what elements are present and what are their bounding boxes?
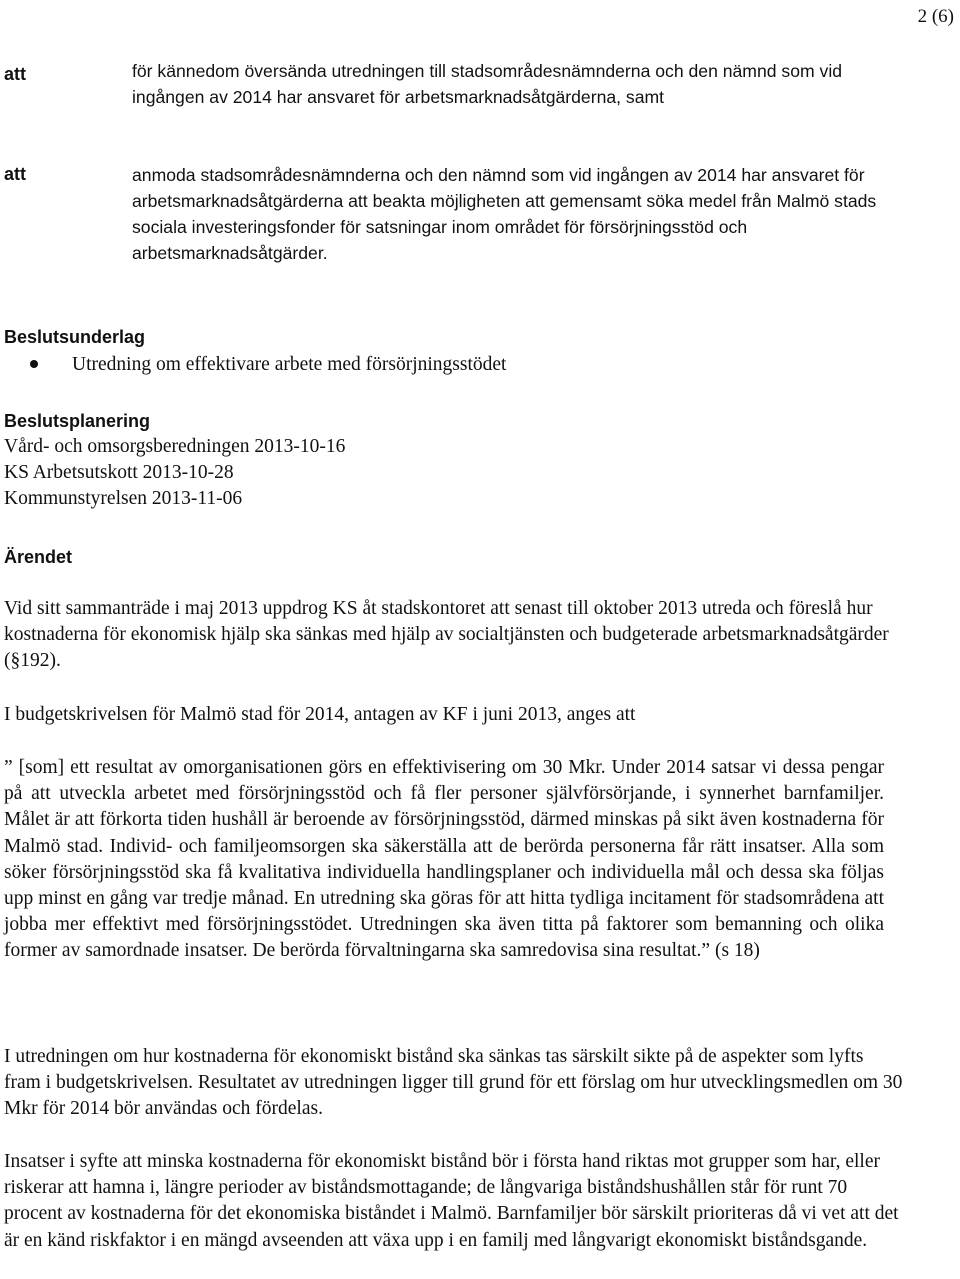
heading-beslutsplanering: Beslutsplanering	[4, 411, 151, 431]
page-number: 2 (6)	[917, 6, 954, 27]
decision-label: att	[4, 164, 26, 184]
budget-quote: ” [som] ett resultat av omorganisationen görs en effektivisering om 30 Mkr. Under 2014 satsar vi dessa pengar på att utveckla arbetet med försörjningsstöd och få fler personer självförsörjande, i synnerhet barnfamiljer. Målet är att förkorta tiden hushåll är beroende av försörjningsstöd, därmed minskas på sikt även kostnaderna för Malmö stad. Individ- och familjeomsorgen ska säkerställa att de berörda personerna får rätt insatser. Alla som söker försörjningsstöd ska få kvalitativa individuella handlingsplaner och individuella mål och dessa ska följas upp minst en gång var tredje månad. En utredning ska göras för att hitta tydliga incitament för stadsområdena att jobba mer effektivt med försörjningsstödet. Utredningen ska även titta på faktorer som bemanning och olika former av samordnade insatser. De berörda förvaltningarna ska samredovisa sina resultat.” (s 18)	[4, 757, 884, 962]
paragraph: Vid sitt sammanträde i maj 2013 uppdrog KS åt stadskontoret att senast till oktober 2013 utreda och föreslå hur kostnaderna för ekonomisk hjälp ska sänkas med hjälp av socialtjänsten och budgeterade arbetsmarknadsåtgärder (§192).	[4, 598, 889, 672]
decision-label: att	[4, 64, 26, 84]
planning-line: Kommunstyrelsen 2013-11-06	[4, 488, 243, 509]
list-item	[30, 354, 506, 376]
bullet-icon	[30, 360, 38, 368]
decision-text: för kännedom översända utredningen till stadsområdesnämnderna och den nämnd som vid ingången av 2014 har ansvaret för arbetsmarknadsåtgärderna, samt	[132, 61, 843, 107]
planning-line: KS Arbetsutskott 2013-10-28	[4, 462, 234, 483]
list-item-text: Utredning om effektivare arbete med försörjningsstödet	[72, 354, 507, 375]
decision-text: anmoda stadsområdesnämnderna och den nämnd som vid ingången av 2014 har ansvaret för arbetsmarknadsåtgärderna att beakta möjligheten att gemensamt söka medel från Malmö stads sociala investeringsfonder för satsningar inom området för försörjningsstöd och arbetsmarknadsåtgärder.	[132, 165, 877, 263]
planning-line: Vård- och omsorgsberedningen 2013-10-16	[4, 436, 346, 457]
paragraph: I budgetskrivelsen för Malmö stad för 2014, antagen av KF i juni 2013, anges att	[4, 704, 636, 725]
paragraph: Insatser i syfte att minska kostnaderna för ekonomiskt bistånd bör i första hand riktas mot grupper som har, eller riskerar att hamna i, längre perioder av biståndsmottagande; de långvariga biståndshushållen står för runt 70 procent av kostnaderna för det ekonomiska biståndet i Malmö. Barnfamiljer bör särskilt prioriteras då vi vet att det är en känd riskfaktor i en mängd avseenden att växa upp i en familj med långvarigt ekonomiskt biståndsgande.	[4, 1151, 899, 1251]
heading-arendet: Ärendet	[4, 547, 73, 567]
paragraph: I utredningen om hur kostnaderna för ekonomiskt bistånd ska sänkas tas särskilt sikte på de aspekter som lyfts fram i budgetskrivelsen. Resultatet av utredningen ligger till grund för ett förslag om hur utvecklingsmedlen om 30 Mkr för 2014 bör användas och fördelas.	[4, 1046, 903, 1120]
heading-beslutsunderlag: Beslutsunderlag	[4, 327, 146, 347]
